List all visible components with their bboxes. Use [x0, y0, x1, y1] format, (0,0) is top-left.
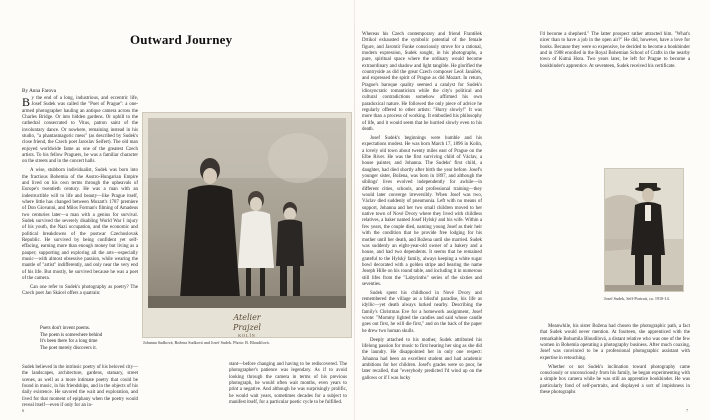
- paragraph: Whereas his Czech contemporary and friend František Drtikol exhausted the symbolic potential of the female figure, and Jaromír Funke consciously strove for a rational, modern expression, Sudek sought, in his photographs, a pure, spiritual space where the ordinary would become extraordinary and shadow and light tangible. He glorified the countryside as did the great Czech composer Leoš Janáček, and expressed the spirit of Prague as did Mozart. In return, Prague's baroque quality seemed a catalyst for Sudek's idiosyncratic romanticism while the city's political and cultural contradictions somehow affirmed his own paradoxical nature. He followed the only piece of advice he regularly offered to other artists: "Hurry slowly!" It was more than a process of working. It embodied his philosophy of life, and it would seem that he hurried slowly even to his death.: [362, 32, 482, 133]
- photo-caption: Johanna Sudková, Božena Sudková and Josef Sudek. Photo: B. Bloudilová.: [143, 340, 270, 345]
- poem-line: It's been there for a long time: [40, 339, 98, 345]
- column-4: [540, 32, 690, 73]
- poem-line: The poem is somewhere behind: [40, 332, 103, 338]
- paragraph: [22, 96, 138, 166]
- poem-quatrain: [40, 326, 150, 352]
- self-portrait-image: [605, 169, 683, 291]
- paragraph: I'd become a shepherd." The latter prospect rather attracted him. "What's nicer than to have a job in the open air?" He did, however, have a love for books. Because they were so expensive, he decided to become a bookbinder and in 1908 enrolled in the Royal Bohemian School of Crafts in the nearby town of Kutná Hora. Two years later, he left for Prague to become a bookbinder's apprentice. At seventeen, Sudek received his certificate.: [540, 32, 690, 69]
- page-gutter: [354, 0, 355, 420]
- paragraph: Can one refer to Sudek's photography as poetry? The Czech poet Jan Skácel offers a quatrain:: [22, 284, 138, 297]
- paragraph: Meanwhile, his sister Božena had chosen the photographic path, a fact that Sudek would never mention. At fourteen, she apprenticed with the remarkable Bohumila Bloudilová, a distant relative who was one of the few women in Bohemia operating a photography business. After much coaxing, Josef was convinced to be a professional photographic assistant with expertise in retouching.: [540, 324, 690, 361]
- atelier-stamp-town: KOLÍN: [238, 333, 256, 338]
- column-3: [362, 32, 482, 385]
- paragraph: Sudek spent his childhood in Nové Dvory and remembered the village as a blissful paradise, his life as idyllic—yet death always lurked nearby. Describing the family's Christmas Eve for a homework assignment, Josef wrote: "Mommy lighted the candles and said whose candle goes out first, he will die first," and on the back of the paper he drew two human skulls.: [362, 290, 482, 334]
- atelier-stamp: [219, 313, 275, 338]
- self-portrait-photograph: [604, 168, 684, 292]
- paragraph: Whether or not Sudek's inclination toward photography came consciously or unconsciously from his family, he began experimenting with a simple box camera while he was still an apprentice bookbinder. He was particularly fond of self-portraits, and displayed a sort of impishness in these photographs: [540, 364, 690, 395]
- page-number-left: 6: [22, 408, 25, 413]
- poem-line: Poets don't invent poems.: [40, 326, 91, 331]
- column-4-continued: [540, 324, 690, 399]
- poem-line: The poet merely discovers it.: [40, 345, 97, 351]
- paragraph: Deeply attached to his mother, Sudek attributed his lifelong passion for music to first hearing her sing as she did the laundry. He disappointed her in only one respect: Johanna had been an excellent student and had academic ambitions for her children. Josef's grades were so poor, he later recalled, that "everybody predicted I'd wind up on the gallows or if I was lucky: [362, 337, 482, 381]
- photo-caption: Josef Sudek, Self-Portrait, ca. 1910-14.: [604, 296, 670, 301]
- page-number-right: 7: [686, 408, 689, 413]
- column-1-continued: [22, 365, 138, 412]
- article-title: Outward Journey: [130, 32, 233, 47]
- atelier-stamp-name: Atelier Prajzel: [233, 313, 261, 332]
- family-photo-image: [148, 118, 346, 308]
- paragraph: stant—before changing and having to be rediscovered. The photographer's patience was legendary. As if to avoid looking through the camera in terms of his previous photograph, he would often wait months, even years to print a negative. And although he was surprisingly prolific, he would wait years, sometimes decades for a subject to manifest itself, for a particular poetic cycle to be fulfilled.: [229, 362, 347, 406]
- byline: By Anna Farova: [22, 88, 57, 94]
- paragraph: Sudek believed in the intrinsic poetry of his beloved city—the landscapes, architecture, gardens, statuary, street scenes, as well as a more intimate poetry that could be found in music, in his friendships, and in the objects of his daily existence. He savored the wait and exploration, and lived for that moment of epiphany when the poetry would reveal itself—even if only for an in-: [22, 365, 138, 409]
- paragraph: Josef Sudek's beginnings were humble and his expectations modest. He was born March 17, 1896 in Kolín, a lovely old town about twenty miles east of Prague on the Elbe River. He was the first surviving child of Václav, a house painter, and Johanna. The Sudeks' first child, a daughter, had died shortly after birth the year before. Josef's younger sister, Božena, was born in 1897, and although the siblings' lives evolved independently for awhile—in different cities, schools, and professional training—they would later converge irreversibly. When Josef was two, Václav died suddenly of pneumonia. Left with no means of support, Johanna and her two small children moved to her native town of Nové Dvory where they lived with childless relatives, a baker named Josef Hylský and his wife. Within a few years, the couple died, naming young Josef as their heir with the condition that he provide free lodging for his mother until her death, and Božena until she married. Sudek was suddenly an eight-year-old owner of a bakery and a house, and had two dependents. It seems that he remained grateful to the Hylský family, always keeping a white sugar bowl decorated with a golden stripe and bearing the name Joseph Hille on his round table, and including it in numerous still lifes from the "Labyrinths" series of the sixties and seventies.: [362, 136, 482, 287]
- family-photograph: [142, 112, 352, 338]
- column-1: [22, 96, 138, 300]
- paragraph-text: y the end of a long, industrious, and eccentric life, Josef Sudek was called the "Poet of Prague": a one-armed photographer hauling an antique camera across the Charles Bridge. Or into hidden gardens. Or uphill to the cathedral consecrated to Vitus, patron saint of the involuntary dance. Or nowhere, remaining instead in his studio, "a phantasmagoric mess" (as described by Sudek's close friend, the Czech poet Jaroslav Seifert). The old man enjoyed worldwide fame as one of the greatest Czech artists. To his fellow Praguers, he was a familiar character on the streets and in the concert halls.: [22, 96, 138, 165]
- drop-cap: B: [22, 95, 31, 109]
- paragraph: A wise, stubborn individualist, Sudek was born into the fractious Bohemia of the Austro-Hungarian Empire and lived on his own terms through the upheavals of Europe's twentieth century. He was a man with an indestructible will to life and beauty—like Prague itself, where little has changed between Mozart's 1787 premiere of Don Giovanni, and Milos Forman's filming of Amadeus two centuries later—a man with a genius for survival. Sudek survived the severely disabling World War I injury of his youth, the Nazi occupation, and the economic and political breakdowns of the postwar Czechoslovak Republic. He survived by being confident yet self-effacing, earning more than enough money but living as a pauper; supporting and exploring all the arts—especially music—with almost obsessive passion, while wearing the mantle of "artist" indifferently, and only near the very end of his life. But mostly, he survived because he was a poet of the camera.: [22, 168, 138, 282]
- column-2: [229, 362, 347, 409]
